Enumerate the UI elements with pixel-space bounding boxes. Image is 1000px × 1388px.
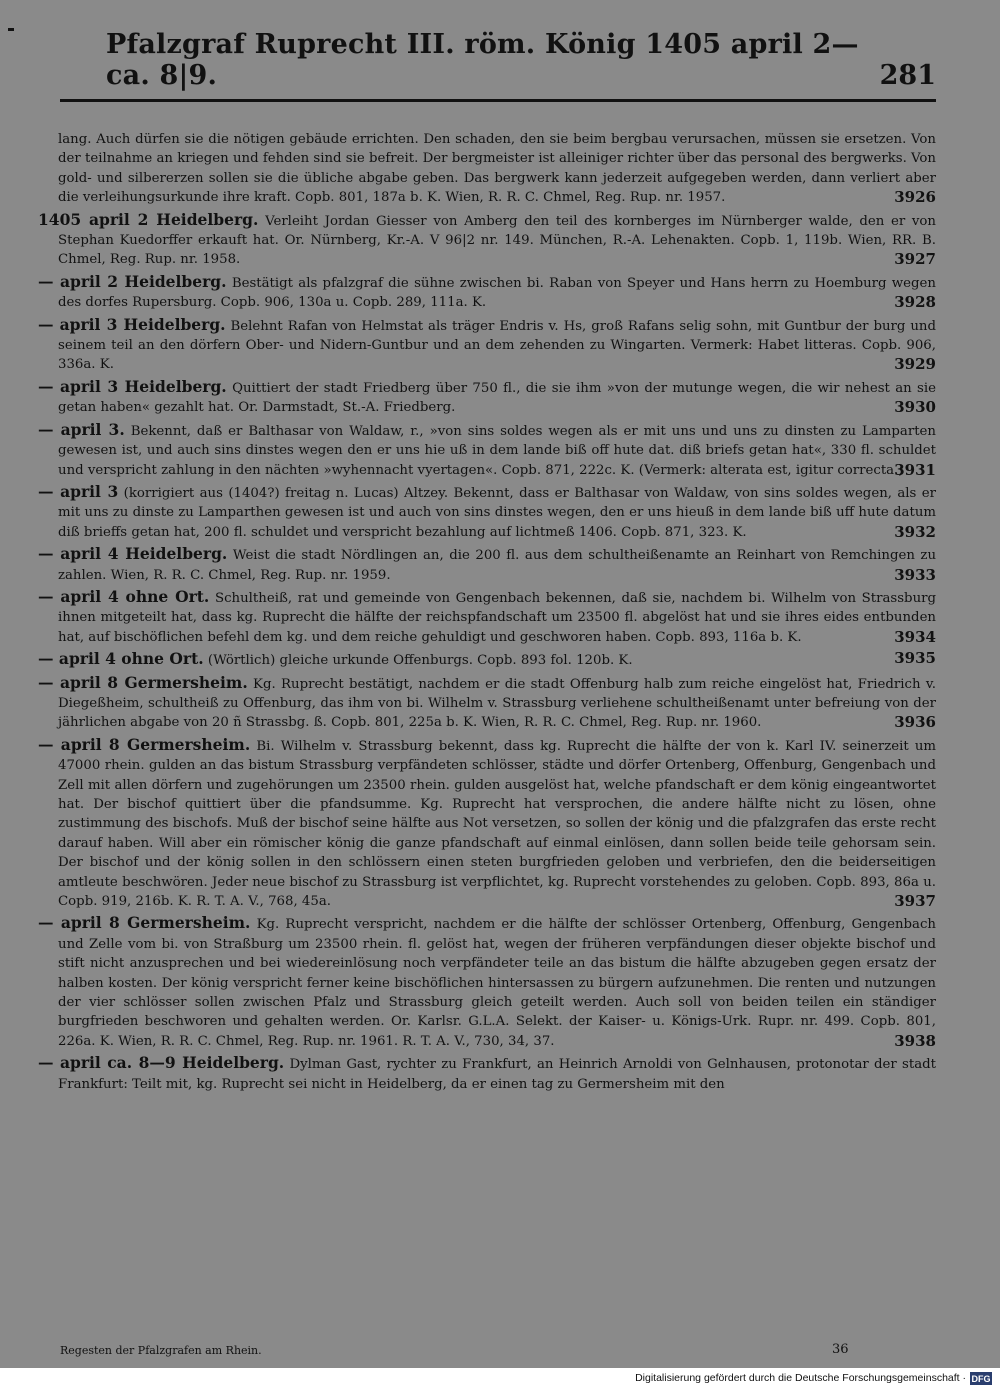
page-number: 281 [879, 60, 936, 91]
page-header [60, 29, 936, 102]
regest-paragraph [38, 272, 936, 313]
footer-series: Regesten der Pfalzgrafen am Rhein. [60, 1344, 262, 1357]
regest-text: lang. Auch dürfen sie die nötigen gebäude errichten. Den schaden, den sie beim bergbau verursachen, müssen sie ersetzen. Von der teilnahme an kriegen und fehden sind sie befreit. Der bergmeister ist alleiniger richter über das personal des bergwerks. Von gold- und silbererzen sollen sie die übliche abgabe geben. Das bergwerk kann jederzeit aufgegeben werden, dann verliert aber die verleihungsurkunde ihre kraft. Copb. 801, 187a b. K. Wien, R. R. C. Chmel, Reg. Rup. nr. 1957. [58, 132, 936, 206]
regest-number: 3934 [894, 627, 936, 646]
regest-text: Bekennt, daß er Balthasar von Waldaw, r., »von sins soldes wegen als er mit uns und uns zu dinsten zu Lamparten gewesen ist, und auch sins dinstes wegen den er uns hie uß in dem lande biß off hute dat. diß briefs getan hat«, 330 fl. schuldet und verspricht zahlung in den nächten »wyhennacht vyertagen«. Copb. 871, 222c. K. (Vermerk: alterata est, igitur correcta.) [58, 423, 936, 478]
regest-entry [38, 649, 936, 670]
regest-text: Kg. Ruprecht bestätigt, nachdem er die stadt Offenburg halb zum reiche eingelöst hat, Friedrich v. Diegeßheim, schultheiß zu Offenburg, das ihm von bi. Wilhelm v. Strassburg verliehene schultheißenamt unter befreiung von der jährlichen abgabe von 20 ñ Strassbg. ß. Copb. 801, 225a b. K. Wien, R. R. C. Chmel, Reg. Rup. nr. 1960. [58, 676, 936, 731]
regest-text: Quittiert der stadt Friedberg über 750 fl., die sie ihm »von der mutunge wegen, die wir nehest an sie getan haben« gezahlt hat. Or. Darmstadt, St.-A. Friedberg. [58, 380, 936, 416]
regest-paragraph [38, 377, 936, 418]
regest-entry [38, 673, 936, 733]
regest-number: 3928 [894, 293, 936, 312]
regest-number: 3938 [894, 1031, 936, 1050]
regest-paragraph [38, 210, 936, 270]
regest-number: 3935 [894, 649, 936, 668]
regest-date: — april 4 Heidelberg. [38, 544, 228, 564]
regest-entry [38, 544, 936, 585]
regest-text: Verleiht Jordan Giesser von Amberg den teil des kornberges im Nürnberger walde, den er von Stephan Kuedorffer erkauft hat. Or. Nürnberg, Kr.-A. V 96|2 nr. 149. München, R.-A. Lehenakten. Copb. 1, 119b. Wien, RR. B. Chmel, Reg. Rup. nr. 1958. [58, 213, 936, 268]
regest-text: Weist die stadt Nördlingen an, die 200 fl. aus dem schultheißenamte an Reinhart von Remchingen zu zahlen. Wien, R. R. C. Chmel, Reg. Rup. nr. 1959. [58, 548, 937, 583]
regesta-list [38, 130, 936, 1096]
footer-signature: 36 [832, 1342, 849, 1357]
regest-entry [38, 1053, 936, 1094]
regest-text: Bestätigt als pfalzgraf die sühne zwischen bi. Raban von Speyer und Hans herrn zu Hoemburg wegen des dorfes Rupersburg. Copb. 906, 130a u. Copb. 289, 111a. K. [58, 275, 936, 311]
dfg-logo [970, 1372, 992, 1385]
regest-paragraph [38, 420, 936, 480]
regest-text: (Wörtlich) gleiche urkunde Offenburgs. Copb. 893 fol. 120b. K. [207, 653, 633, 669]
regest-date: — april 3 [38, 481, 119, 501]
regest-number: 3927 [894, 250, 936, 269]
regest-paragraph [38, 673, 936, 733]
regest-entry [38, 272, 936, 313]
regest-text: Kg. Ruprecht verspricht, nachdem er die hälfte der schlösser Ortenberg, Offenburg, Gengenbach und Zelle vom bi. von Straßburg um 23500 rhein. fl. gelöst hat, wegen der früheren verpfändungen dieser objekte bischof und stift nicht anzusprechen und bei wiedereinlösung noch verpfändeter teile an das bistum die hälfte abzugeben gegen ersatz der halben kosten. Der könig verspricht ferner keine bischöflichen hintersassen zu bürgern aufzunehmen. Die renten und nutzungen der vier schlösser sollen zwischen Pfalz und Strassburg gleich geteilt werden. Auch soll von beiden teilen ein ständiger burgfrieden beschworen und gehalten werden. Or. Karlsr. G.L.A. Selekt. der Kaiser- u. Königs-Urk. Rupr. nr. 499. Copb. 801, 226a. K. Wien, R. R. C. Chmel, Reg. Rup. nr. 1961. R. T. A. V., 730, 34, 37. [58, 917, 936, 1049]
regest-date: — april 4 ohne Ort. [38, 586, 210, 606]
regest-entry [38, 130, 936, 208]
regest-text: Belehnt Rafan von Helmstat als träger Endris v. Hs, groß Rafans selig sohn, mit Guntbur der burg und seinem teil an den dörfern Ober- und Nidern-Guntbur und an dem zehenden zu Wingarten. Vermerk: Habet litteras. Copb. 906, 336a. K. [58, 318, 936, 373]
regest-number: 3931 [894, 460, 936, 479]
regest-date: — april 8 Germersheim. [38, 734, 251, 754]
regest-paragraph [38, 587, 936, 647]
regest-number: 3930 [894, 398, 936, 417]
regest-number: 3932 [894, 522, 936, 541]
regest-date: — april 2 Heidelberg. [38, 271, 227, 291]
regest-entry [38, 210, 936, 270]
regest-date: — april 8 Germersheim. [38, 913, 251, 933]
regest-paragraph [38, 130, 936, 208]
regest-date: — april 8 Germersheim. [38, 672, 248, 692]
regest-entry [38, 315, 936, 375]
regest-number: 3936 [894, 713, 936, 732]
regest-date: — april 3 Heidelberg. [38, 314, 226, 334]
regest-date: — april 3. [38, 419, 125, 439]
regest-paragraph [38, 482, 936, 542]
scan-mark [8, 28, 14, 31]
regest-paragraph [38, 544, 936, 585]
regest-text: Bi. Wilhelm v. Strassburg bekennt, dass kg. Ruprecht die hälfte der von k. Karl IV. seinerzeit um 47000 rhein. gulden an das bistum Strassburg verpfändeten schlösser, städte und dörfer Ortenberg, Offenburg, Gengenbach und Zell mit allen dörfern und zugehörungen um 23500 rhein. gulden ausgelöst hat, welche pfandschaft er dem könig eingeantwortet hat. Der bischof quittiert über die pfandsumme. Kg. Ruprecht hat versprochen, die andere hälfte nicht zu lösen, ohne zustimmung des bischofs. Muß der bischof seine hälfte aus Not versetzen, so sollen der könig und die pfalzgrafen das erste recht darauf haben. Will aber ein römischer könig die ganze pfandschaft auf einmal einlösen, dann sollen beide teile gehorsam sein. Der bischof und der könig sollen in den schlössern einen steten burgfrieden geloben und verbriefen, den die beiderseitigen amtleute beschwören. Jeder neue bischof zu Strassburg ist verpflichtet, kg. Ruprecht vorstehendes zu geloben. Copb. 893, 86a u. Copb. 919, 216b. K. R. T. A. V., 768, 45a. [58, 738, 936, 910]
regest-paragraph [38, 315, 936, 375]
regest-entry [38, 913, 936, 1051]
funding-banner [0, 1368, 1000, 1388]
regest-text: Schultheiß, rat und gemeinde von Gengenbach bekennen, daß sie, nachdem bi. Wilhelm von Strassburg ihnen mitgeteilt hat, dass kg. Ruprecht die hälfte der reichspfandschaft um 23500 fl. abgelöst hat und sie ihres eides entbunden hat, auf bischöflichen befehl dem kg. und dem reiche gehuldigt und geschworen haben. Copb. 893, 116a b. K. [58, 590, 936, 645]
regest-date: 1405 april 2 Heidelberg. [38, 209, 259, 229]
regest-number: 3937 [894, 892, 936, 911]
regest-number: 3926 [894, 188, 936, 207]
regest-text: (korrigiert aus (1404?) freitag n. Lucas) Altzey. Bekennt, dass er Balthasar von Waldaw, von sins soldes wegen, als er mit uns zu dinste zu Lamparthen gewesen ist und auch von sins dinstes wegen, den er uns hieuß in dem lande biß uff hute datum diß brieffs getan hat, 200 fl. schuldet und verspricht bezahlung auf lichtmeß 1406. Copb. 871, 323. K. [58, 485, 937, 540]
regest-paragraph [38, 649, 936, 670]
regest-entry [38, 420, 936, 480]
regest-paragraph [38, 1053, 936, 1094]
regest-number: 3933 [894, 565, 936, 584]
regest-entry [38, 587, 936, 647]
regest-paragraph [38, 735, 936, 912]
regest-entry [38, 377, 936, 418]
regest-entry [38, 735, 936, 912]
regest-date: — april 3 Heidelberg. [38, 376, 227, 396]
regest-number: 3929 [894, 355, 936, 374]
regest-entry [38, 482, 936, 542]
logo-text: DFG [971, 1373, 991, 1384]
running-title: Pfalzgraf Ruprecht III. röm. König 1405 april 2—ca. 8|9. [106, 29, 859, 91]
regest-date: — april 4 ohne Ort. [38, 649, 204, 669]
regest-date: — april ca. 8—9 Heidelberg. [38, 1053, 285, 1073]
regest-paragraph [38, 913, 936, 1051]
regest-text: Dylman Gast, rychter zu Frankfurt, an Heinrich Arnoldi von Gelnhausen, protonotar der stadt Frankfurt: Teilt mit, kg. Ruprecht sei nicht in Heidelberg, da er einen tag zu Germersheim mit den [58, 1057, 936, 1092]
funding-note: Digitalisierung gefördert durch die Deutsche Forschungsgemeinschaft · [635, 1372, 966, 1384]
